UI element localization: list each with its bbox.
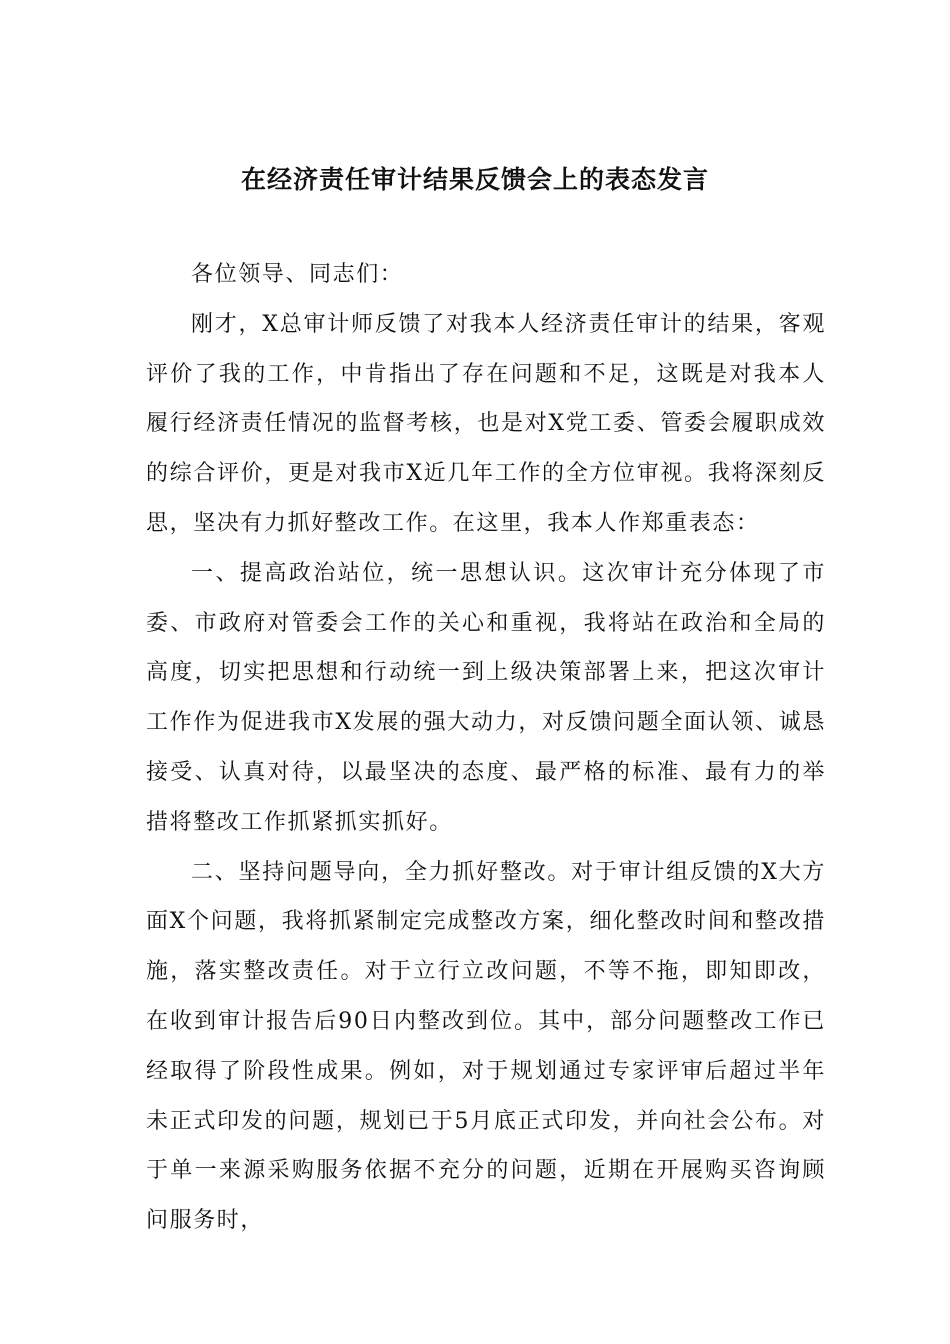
salutation: 各位领导、同志们： bbox=[191, 262, 404, 287]
document-body bbox=[146, 250, 826, 1246]
paragraph-point-two: 二、坚持问题导向，全力抓好整改。对于审计组反馈的X大方面X个问题，我将抓紧制定完成整改方案，细化整改时间和整改措施，落实整改责任。对于立行立改问题，不等不拖，即知即改，在收到审计报告后90日内整改到位。其中，部分问题整改工作已经取得了阶段性成果。例如，对于规划通过专家评审后超过半年未正式印发的问题，规划已于5月底正式印发，并向社会公布。对于单一来源采购服务依据不充分的问题，近期在开展购买咨询顾问服务时， bbox=[146, 859, 826, 1234]
document-title: 在经济责任审计结果反馈会上的表态发言 bbox=[240, 165, 709, 194]
paragraph-intro: 刚才，X总审计师反馈了对我本人经济责任审计的结果，客观评价了我的工作，中肯指出了存在问题和不足，这既是对我本人履行经济责任情况的监督考核，也是对X党工委、管委会履职成效的综合评价，更是对我市X近几年工作的全方位审视。我将深刻反思，坚决有力抓好整改工作。在这里，我本人作郑重表态： bbox=[146, 311, 826, 536]
paragraph-point-one: 一、提高政治站位，统一思想认识。这次审计充分体现了市委、市政府对管委会工作的关心和重视，我将站在政治和全局的高度，切实把思想和行动统一到上级决策部署上来，把这次审计工作作为促进我市X发展的强大动力，对反馈问题全面认领、诚恳接受、认真对待，以最坚决的态度、最严格的标准、最有力的举措将整改工作抓紧抓实抓好。 bbox=[146, 560, 826, 835]
